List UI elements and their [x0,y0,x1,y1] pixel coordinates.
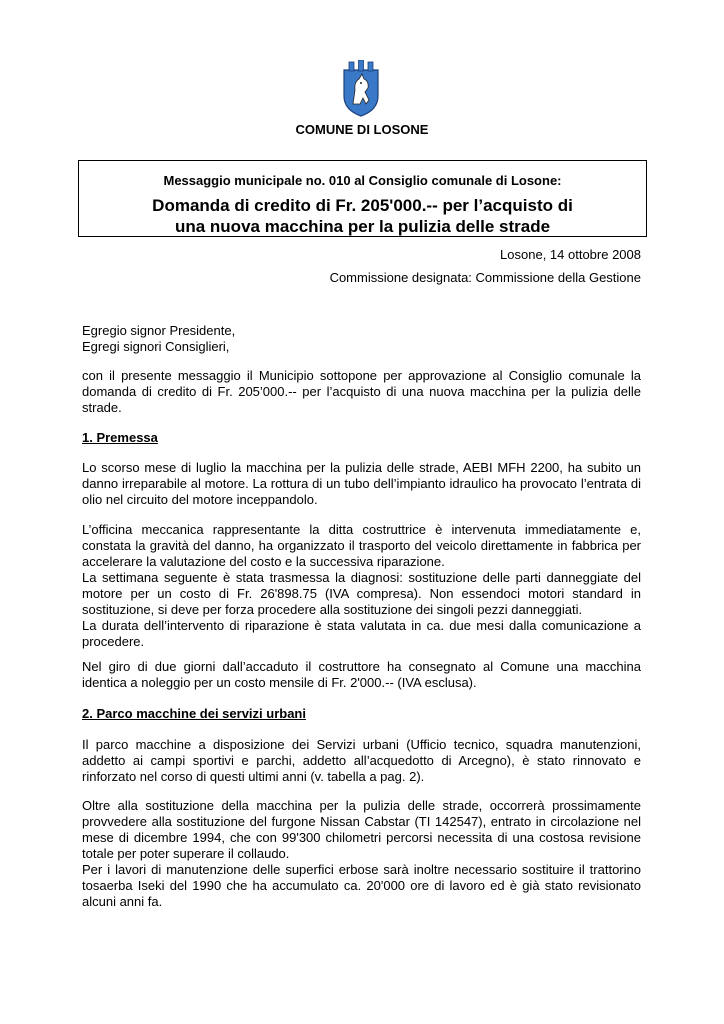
section-1-paragraph-2 [82,522,641,650]
message-line: Messaggio municipale no. 010 al Consiglio comunale di Losone: [163,173,562,188]
section-2-text-1: Il parco macchine a disposizione dei Servizi urbani (Ufficio tecnico, squadra manutenzioni, addetto ai campi sportivi e parchi, addetto all’acquedotto di Arcegno), è stato rinnovato e rinforzato nel corso di questi ultimi anni (v. tabella a pag. 2). [82,737,641,784]
title-line-2: una nuova macchina per la pulizia delle strade [174,217,551,236]
title-line-1: Domanda di credito di Fr. 205'000.-- per l’acquisto di [152,196,573,215]
section-1-text-2b: La settimana seguente è stata trasmessa la diagnosi: sostituzione delle parti danneggiate del motore per un costo di Fr. 26'898.75 (IVA compresa). Non essendoci motori standard in sostituzione, si deve per forza procedere alla sostituzione dei singoli pezzi danneggiati. [82,570,641,617]
section-2-text-2b: Per i lavori di manutenzione delle superfici erbose sarà inoltre necessario sostituire il trattorino tosaerba Iseki del 1990 che ha accumulato ca. 20'000 ore di lavoro ed è già stato revisionato alcuni anni fa. [82,862,641,909]
document-title [79,195,646,237]
intro-paragraph [82,368,641,416]
section-1-text-3: Nel giro di due giorni dall’accaduto il costruttore ha consegnato al Comune una macchina identica a noleggio per un costo mensile di Fr. 2'000.-- (IVA esclusa). [82,659,641,690]
section-1-text-2a: L’officina meccanica rappresentante la ditta costruttrice è intervenuta immediatamente e, constata la gravità del danno, ha organizzato il trasporto del veicolo direttamente in fabbrica per accelerare la valutazione del costo e la successiva riparazione. [82,522,641,569]
salutation-line-2: Egregi signori Consiglieri, [82,339,230,354]
commission: Commissione designata: Commissione della Gestione [329,270,641,285]
section-1-heading [82,430,641,446]
salutation-line-1: Egregio signor Presidente, [82,323,236,338]
place-date: Losone, 14 ottobre 2008 [500,247,641,262]
title-box [78,160,647,237]
section-2-heading [82,706,641,722]
section-1-title: 1. Premessa [82,430,158,445]
salutation [82,323,641,355]
section-1-text-1: Lo scorso mese di luglio la macchina per la pulizia delle strade, AEBI MFH 2200, ha subito un danno irreparabile al motore. La rottura di un tubo dell’impianto idraulico ha provocato l’entrata di olio nel circuito del motore inceppandolo. [82,460,641,507]
intro-text: con il presente messaggio il Municipio sottopone per approvazione al Consiglio comunale la domanda di credito di Fr. 205’000.-- per l’acquisto di una nuova macchina per la pulizia delle strade. [82,368,641,415]
section-1-paragraph-1 [82,460,641,508]
section-1-paragraph-3 [82,659,641,691]
section-2-paragraph-1 [82,737,641,785]
section-2-title: 2. Parco macchine dei servizi urbani [82,706,306,721]
municipality-name: COMUNE DI LOSONE [295,122,429,137]
municipal-crest-icon [341,60,381,118]
section-1-text-2c: La durata dell’intervento di riparazione è stata valutata in ca. due mesi dalla comunicazione a procedere. [82,618,641,649]
section-2-text-2a: Oltre alla sostituzione della macchina per la pulizia delle strade, occorrerà prossimamente provvedere alla sostituzione del furgone Nissan Cabstar (TI 142547), entrato in circolazione nel mese di dicembre 1994, che con 99'300 chilometri percorsi necessita di una costosa revisione totale per poter superare il collaudo. [82,798,641,861]
section-2-paragraph-2 [82,798,641,910]
